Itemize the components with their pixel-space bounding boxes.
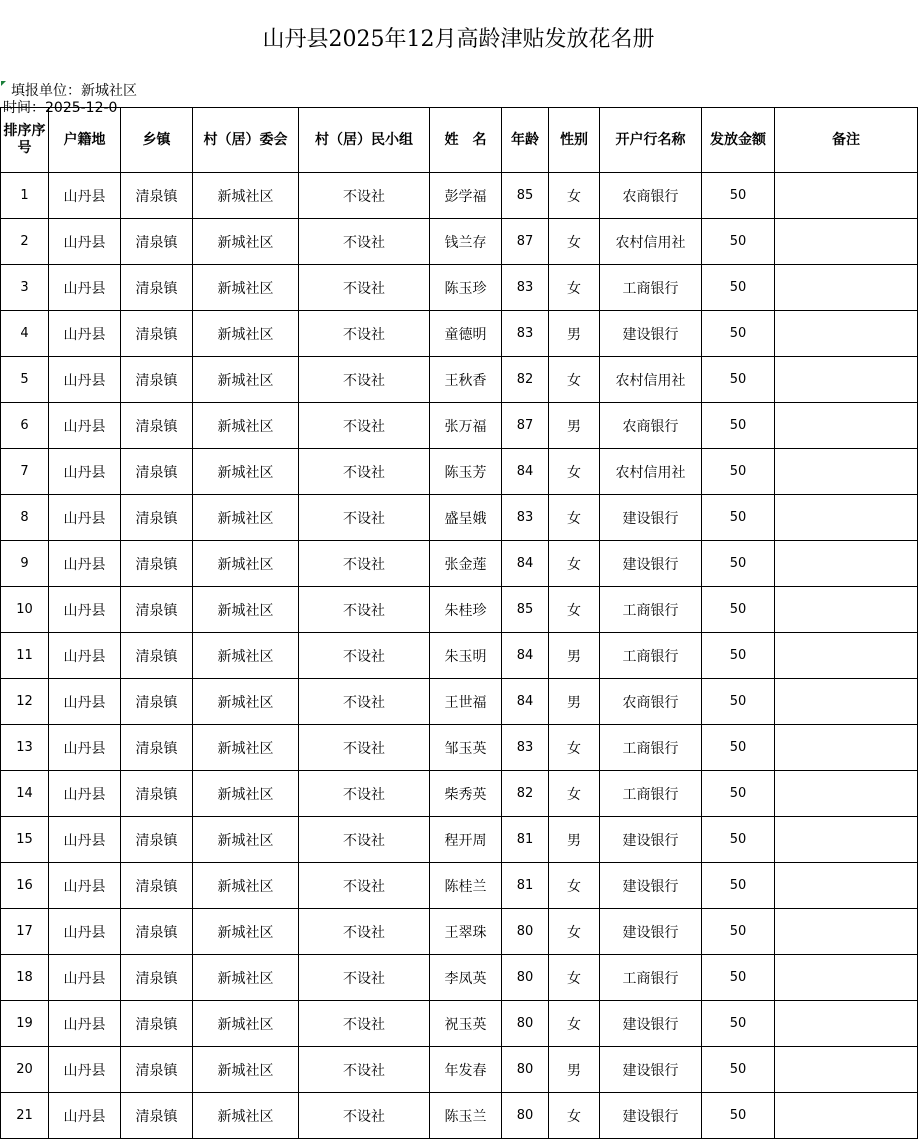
cell-resident-group: 不设社 bbox=[299, 633, 430, 679]
cell-seq: 17 bbox=[1, 909, 49, 955]
cell-village-committee: 新城社区 bbox=[193, 909, 299, 955]
cell-gender: 男 bbox=[549, 633, 600, 679]
cell-name: 陈玉芳 bbox=[430, 449, 502, 495]
cell-hukou: 山丹县 bbox=[49, 173, 121, 219]
cell-bank: 建设银行 bbox=[600, 1001, 702, 1047]
cell-bank: 建设银行 bbox=[600, 1047, 702, 1093]
header-hukou: 户籍地 bbox=[49, 108, 121, 173]
cell-seq: 2 bbox=[1, 219, 49, 265]
cell-amount: 50 bbox=[702, 403, 775, 449]
cell-age: 81 bbox=[502, 817, 549, 863]
table-row bbox=[1, 219, 918, 265]
cell-township: 清泉镇 bbox=[121, 817, 193, 863]
table-row bbox=[1, 403, 918, 449]
cell-hukou: 山丹县 bbox=[49, 219, 121, 265]
cell-name: 王翠珠 bbox=[430, 909, 502, 955]
cell-gender: 女 bbox=[549, 725, 600, 771]
header-township: 乡镇 bbox=[121, 108, 193, 173]
cell-remark bbox=[775, 219, 918, 265]
cell-age: 83 bbox=[502, 265, 549, 311]
table-row bbox=[1, 771, 918, 817]
cell-remark bbox=[775, 771, 918, 817]
cell-remark bbox=[775, 1001, 918, 1047]
table-row bbox=[1, 725, 918, 771]
cell-age: 87 bbox=[502, 219, 549, 265]
cell-remark bbox=[775, 173, 918, 219]
cell-resident-group: 不设社 bbox=[299, 403, 430, 449]
cell-seq: 8 bbox=[1, 495, 49, 541]
table-row bbox=[1, 909, 918, 955]
cell-name: 年发春 bbox=[430, 1047, 502, 1093]
cell-age: 83 bbox=[502, 311, 549, 357]
cell-name: 陈玉兰 bbox=[430, 1093, 502, 1139]
cell-gender: 女 bbox=[549, 955, 600, 1001]
cell-resident-group: 不设社 bbox=[299, 679, 430, 725]
cell-village-committee: 新城社区 bbox=[193, 725, 299, 771]
cell-name: 邹玉英 bbox=[430, 725, 502, 771]
cell-bank: 农村信用社 bbox=[600, 357, 702, 403]
cell-amount: 50 bbox=[702, 679, 775, 725]
cell-village-committee: 新城社区 bbox=[193, 265, 299, 311]
cell-remark bbox=[775, 633, 918, 679]
cell-resident-group: 不设社 bbox=[299, 771, 430, 817]
cell-age: 84 bbox=[502, 679, 549, 725]
header-resident-group: 村（居）民小组 bbox=[299, 108, 430, 173]
table-row bbox=[1, 311, 918, 357]
cell-township: 清泉镇 bbox=[121, 587, 193, 633]
cell-hukou: 山丹县 bbox=[49, 265, 121, 311]
cell-village-committee: 新城社区 bbox=[193, 771, 299, 817]
cell-remark bbox=[775, 587, 918, 633]
cell-township: 清泉镇 bbox=[121, 633, 193, 679]
cell-hukou: 山丹县 bbox=[49, 725, 121, 771]
cell-village-committee: 新城社区 bbox=[193, 449, 299, 495]
cell-resident-group: 不设社 bbox=[299, 909, 430, 955]
cell-amount: 50 bbox=[702, 771, 775, 817]
cell-age: 84 bbox=[502, 449, 549, 495]
cell-gender: 女 bbox=[549, 909, 600, 955]
cell-name: 童德明 bbox=[430, 311, 502, 357]
cell-village-committee: 新城社区 bbox=[193, 541, 299, 587]
cell-gender: 男 bbox=[549, 311, 600, 357]
cell-hukou: 山丹县 bbox=[49, 817, 121, 863]
cell-township: 清泉镇 bbox=[121, 1047, 193, 1093]
cell-resident-group: 不设社 bbox=[299, 541, 430, 587]
cell-bank: 农商银行 bbox=[600, 679, 702, 725]
header-remark: 备注 bbox=[775, 108, 918, 173]
cell-remark bbox=[775, 955, 918, 1001]
cell-remark bbox=[775, 495, 918, 541]
cell-amount: 50 bbox=[702, 1093, 775, 1139]
cell-name: 王世福 bbox=[430, 679, 502, 725]
table-row bbox=[1, 1001, 918, 1047]
cell-bank: 工商银行 bbox=[600, 725, 702, 771]
cell-age: 83 bbox=[502, 725, 549, 771]
cell-township: 清泉镇 bbox=[121, 173, 193, 219]
cell-township: 清泉镇 bbox=[121, 311, 193, 357]
cell-bank: 建设银行 bbox=[600, 863, 702, 909]
cell-seq: 18 bbox=[1, 955, 49, 1001]
cell-age: 82 bbox=[502, 771, 549, 817]
header-name bbox=[430, 108, 502, 173]
cell-amount: 50 bbox=[702, 1001, 775, 1047]
table-row bbox=[1, 495, 918, 541]
cell-township: 清泉镇 bbox=[121, 725, 193, 771]
cell-village-committee: 新城社区 bbox=[193, 1001, 299, 1047]
cell-amount: 50 bbox=[702, 725, 775, 771]
page-title: 山丹县2025年12月高龄津贴发放花名册 bbox=[262, 27, 655, 52]
cell-amount: 50 bbox=[702, 541, 775, 587]
cell-age: 80 bbox=[502, 955, 549, 1001]
cell-hukou: 山丹县 bbox=[49, 311, 121, 357]
cell-remark bbox=[775, 311, 918, 357]
cell-village-committee: 新城社区 bbox=[193, 357, 299, 403]
cell-resident-group: 不设社 bbox=[299, 449, 430, 495]
cell-gender: 女 bbox=[549, 449, 600, 495]
cell-gender: 女 bbox=[549, 541, 600, 587]
cell-village-committee: 新城社区 bbox=[193, 1047, 299, 1093]
cell-bank: 农商银行 bbox=[600, 173, 702, 219]
cell-remark bbox=[775, 541, 918, 587]
cell-age: 85 bbox=[502, 173, 549, 219]
cell-name: 李凤英 bbox=[430, 955, 502, 1001]
cell-name: 张万福 bbox=[430, 403, 502, 449]
cell-township: 清泉镇 bbox=[121, 955, 193, 1001]
cell-township: 清泉镇 bbox=[121, 357, 193, 403]
cell-township: 清泉镇 bbox=[121, 863, 193, 909]
cell-amount: 50 bbox=[702, 955, 775, 1001]
table-row bbox=[1, 587, 918, 633]
cell-remark bbox=[775, 1047, 918, 1093]
cell-remark bbox=[775, 1093, 918, 1139]
cell-bank: 工商银行 bbox=[600, 771, 702, 817]
cell-seq: 15 bbox=[1, 817, 49, 863]
cell-amount: 50 bbox=[702, 1047, 775, 1093]
header-row bbox=[1, 108, 918, 173]
cell-village-committee: 新城社区 bbox=[193, 863, 299, 909]
cell-age: 80 bbox=[502, 1093, 549, 1139]
table-row bbox=[1, 541, 918, 587]
cell-age: 80 bbox=[502, 909, 549, 955]
cell-seq: 3 bbox=[1, 265, 49, 311]
cell-gender: 女 bbox=[549, 1093, 600, 1139]
cell-gender: 女 bbox=[549, 863, 600, 909]
cell-amount: 50 bbox=[702, 863, 775, 909]
subsidy-roster-table bbox=[0, 107, 918, 1139]
cell-name: 王秋香 bbox=[430, 357, 502, 403]
cell-village-committee: 新城社区 bbox=[193, 817, 299, 863]
cell-seq: 20 bbox=[1, 1047, 49, 1093]
cell-village-committee: 新城社区 bbox=[193, 495, 299, 541]
header-village-committee: 村（居）委会 bbox=[193, 108, 299, 173]
cell-township: 清泉镇 bbox=[121, 909, 193, 955]
header-gender: 性别 bbox=[549, 108, 600, 173]
cell-age: 87 bbox=[502, 403, 549, 449]
cell-township: 清泉镇 bbox=[121, 495, 193, 541]
cell-resident-group: 不设社 bbox=[299, 955, 430, 1001]
cell-hukou: 山丹县 bbox=[49, 909, 121, 955]
cell-hukou: 山丹县 bbox=[49, 449, 121, 495]
header-seq: 排序序号 bbox=[1, 108, 49, 173]
cell-township: 清泉镇 bbox=[121, 449, 193, 495]
cell-seq: 9 bbox=[1, 541, 49, 587]
cell-seq: 21 bbox=[1, 1093, 49, 1139]
cell-township: 清泉镇 bbox=[121, 1093, 193, 1139]
cell-amount: 50 bbox=[702, 265, 775, 311]
cell-village-committee: 新城社区 bbox=[193, 955, 299, 1001]
cell-bank: 工商银行 bbox=[600, 265, 702, 311]
cell-amount: 50 bbox=[702, 495, 775, 541]
cell-seq: 7 bbox=[1, 449, 49, 495]
cell-age: 84 bbox=[502, 633, 549, 679]
cell-remark bbox=[775, 265, 918, 311]
cell-name: 柴秀英 bbox=[430, 771, 502, 817]
cell-bank: 农村信用社 bbox=[600, 449, 702, 495]
cell-amount: 50 bbox=[702, 357, 775, 403]
cell-seq: 14 bbox=[1, 771, 49, 817]
cell-name: 朱桂珍 bbox=[430, 587, 502, 633]
cell-resident-group: 不设社 bbox=[299, 817, 430, 863]
cell-amount: 50 bbox=[702, 449, 775, 495]
cell-village-committee: 新城社区 bbox=[193, 679, 299, 725]
cell-seq: 6 bbox=[1, 403, 49, 449]
cell-gender: 女 bbox=[549, 265, 600, 311]
cell-bank: 建设银行 bbox=[600, 909, 702, 955]
cell-gender: 女 bbox=[549, 173, 600, 219]
header-name-label: 姓名 bbox=[444, 131, 501, 148]
cell-gender: 女 bbox=[549, 357, 600, 403]
table-row bbox=[1, 633, 918, 679]
cell-bank: 建设银行 bbox=[600, 495, 702, 541]
cell-name: 张金莲 bbox=[430, 541, 502, 587]
cell-hukou: 山丹县 bbox=[49, 633, 121, 679]
cell-remark bbox=[775, 403, 918, 449]
cell-gender: 男 bbox=[549, 403, 600, 449]
cell-bank: 建设银行 bbox=[600, 1093, 702, 1139]
cell-remark bbox=[775, 817, 918, 863]
cell-name: 盛呈娥 bbox=[430, 495, 502, 541]
cell-resident-group: 不设社 bbox=[299, 495, 430, 541]
cell-hukou: 山丹县 bbox=[49, 1093, 121, 1139]
cell-village-committee: 新城社区 bbox=[193, 587, 299, 633]
cell-age: 83 bbox=[502, 495, 549, 541]
cell-hukou: 山丹县 bbox=[49, 955, 121, 1001]
cell-bank: 农商银行 bbox=[600, 403, 702, 449]
cell-remark bbox=[775, 909, 918, 955]
cell-age: 80 bbox=[502, 1001, 549, 1047]
cell-bank: 建设银行 bbox=[600, 817, 702, 863]
cell-township: 清泉镇 bbox=[121, 541, 193, 587]
table-row bbox=[1, 173, 918, 219]
cell-hukou: 山丹县 bbox=[49, 863, 121, 909]
cell-bank: 建设银行 bbox=[600, 541, 702, 587]
cell-resident-group: 不设社 bbox=[299, 265, 430, 311]
cell-resident-group: 不设社 bbox=[299, 725, 430, 771]
cell-township: 清泉镇 bbox=[121, 771, 193, 817]
cell-bank: 农村信用社 bbox=[600, 219, 702, 265]
cell-hukou: 山丹县 bbox=[49, 771, 121, 817]
cell-seq: 11 bbox=[1, 633, 49, 679]
cell-hukou: 山丹县 bbox=[49, 1047, 121, 1093]
cell-village-committee: 新城社区 bbox=[193, 403, 299, 449]
cell-resident-group: 不设社 bbox=[299, 173, 430, 219]
cell-seq: 12 bbox=[1, 679, 49, 725]
header-bank: 开户行名称 bbox=[600, 108, 702, 173]
cell-township: 清泉镇 bbox=[121, 679, 193, 725]
header-age: 年龄 bbox=[502, 108, 549, 173]
table-row bbox=[1, 357, 918, 403]
table-row bbox=[1, 955, 918, 1001]
cell-amount: 50 bbox=[702, 219, 775, 265]
cell-gender: 女 bbox=[549, 587, 600, 633]
cell-township: 清泉镇 bbox=[121, 1001, 193, 1047]
cell-age: 82 bbox=[502, 357, 549, 403]
cell-gender: 男 bbox=[549, 679, 600, 725]
cell-resident-group: 不设社 bbox=[299, 1047, 430, 1093]
cell-comment-marker bbox=[1, 81, 6, 86]
cell-age: 85 bbox=[502, 587, 549, 633]
cell-hukou: 山丹县 bbox=[49, 495, 121, 541]
cell-name: 程开周 bbox=[430, 817, 502, 863]
cell-amount: 50 bbox=[702, 173, 775, 219]
header-amount: 发放金额 bbox=[702, 108, 775, 173]
cell-gender: 女 bbox=[549, 219, 600, 265]
cell-seq: 19 bbox=[1, 1001, 49, 1047]
cell-remark bbox=[775, 863, 918, 909]
reporting-unit: 填报单位：新城社区 bbox=[11, 83, 137, 99]
cell-name: 陈桂兰 bbox=[430, 863, 502, 909]
table-row bbox=[1, 1093, 918, 1139]
cell-gender: 男 bbox=[549, 1047, 600, 1093]
cell-village-committee: 新城社区 bbox=[193, 311, 299, 357]
table-row bbox=[1, 449, 918, 495]
cell-remark bbox=[775, 357, 918, 403]
cell-gender: 男 bbox=[549, 817, 600, 863]
cell-gender: 女 bbox=[549, 495, 600, 541]
cell-amount: 50 bbox=[702, 311, 775, 357]
cell-hukou: 山丹县 bbox=[49, 541, 121, 587]
cell-resident-group: 不设社 bbox=[299, 1093, 430, 1139]
cell-village-committee: 新城社区 bbox=[193, 633, 299, 679]
cell-name: 彭学福 bbox=[430, 173, 502, 219]
cell-resident-group: 不设社 bbox=[299, 219, 430, 265]
cell-seq: 16 bbox=[1, 863, 49, 909]
cell-name: 朱玉明 bbox=[430, 633, 502, 679]
cell-seq: 5 bbox=[1, 357, 49, 403]
cell-gender: 女 bbox=[549, 771, 600, 817]
cell-village-committee: 新城社区 bbox=[193, 173, 299, 219]
cell-resident-group: 不设社 bbox=[299, 357, 430, 403]
cell-seq: 1 bbox=[1, 173, 49, 219]
cell-age: 81 bbox=[502, 863, 549, 909]
cell-resident-group: 不设社 bbox=[299, 311, 430, 357]
cell-seq: 4 bbox=[1, 311, 49, 357]
cell-age: 80 bbox=[502, 1047, 549, 1093]
table-row bbox=[1, 679, 918, 725]
table-row bbox=[1, 817, 918, 863]
cell-amount: 50 bbox=[702, 817, 775, 863]
cell-remark bbox=[775, 725, 918, 771]
cell-bank: 工商银行 bbox=[600, 587, 702, 633]
cell-hukou: 山丹县 bbox=[49, 403, 121, 449]
cell-bank: 工商银行 bbox=[600, 633, 702, 679]
table-row bbox=[1, 863, 918, 909]
cell-resident-group: 不设社 bbox=[299, 863, 430, 909]
cell-seq: 10 bbox=[1, 587, 49, 633]
cell-age: 84 bbox=[502, 541, 549, 587]
cell-township: 清泉镇 bbox=[121, 403, 193, 449]
cell-village-committee: 新城社区 bbox=[193, 1093, 299, 1139]
roster-body bbox=[1, 173, 918, 1139]
cell-township: 清泉镇 bbox=[121, 265, 193, 311]
cell-hukou: 山丹县 bbox=[49, 357, 121, 403]
table-row bbox=[1, 1047, 918, 1093]
cell-township: 清泉镇 bbox=[121, 219, 193, 265]
cell-name: 陈玉珍 bbox=[430, 265, 502, 311]
cell-village-committee: 新城社区 bbox=[193, 219, 299, 265]
cell-resident-group: 不设社 bbox=[299, 1001, 430, 1047]
cell-seq: 13 bbox=[1, 725, 49, 771]
cell-resident-group: 不设社 bbox=[299, 587, 430, 633]
cell-remark bbox=[775, 679, 918, 725]
cell-name: 祝玉英 bbox=[430, 1001, 502, 1047]
cell-hukou: 山丹县 bbox=[49, 1001, 121, 1047]
cell-amount: 50 bbox=[702, 587, 775, 633]
cell-remark bbox=[775, 449, 918, 495]
cell-bank: 建设银行 bbox=[600, 311, 702, 357]
cell-bank: 工商银行 bbox=[600, 955, 702, 1001]
cell-hukou: 山丹县 bbox=[49, 679, 121, 725]
cell-gender: 女 bbox=[549, 1001, 600, 1047]
cell-hukou: 山丹县 bbox=[49, 587, 121, 633]
cell-name: 钱兰存 bbox=[430, 219, 502, 265]
report-date: 时间：2025-12-0 bbox=[3, 100, 118, 116]
cell-amount: 50 bbox=[702, 633, 775, 679]
table-row bbox=[1, 265, 918, 311]
cell-amount: 50 bbox=[702, 909, 775, 955]
